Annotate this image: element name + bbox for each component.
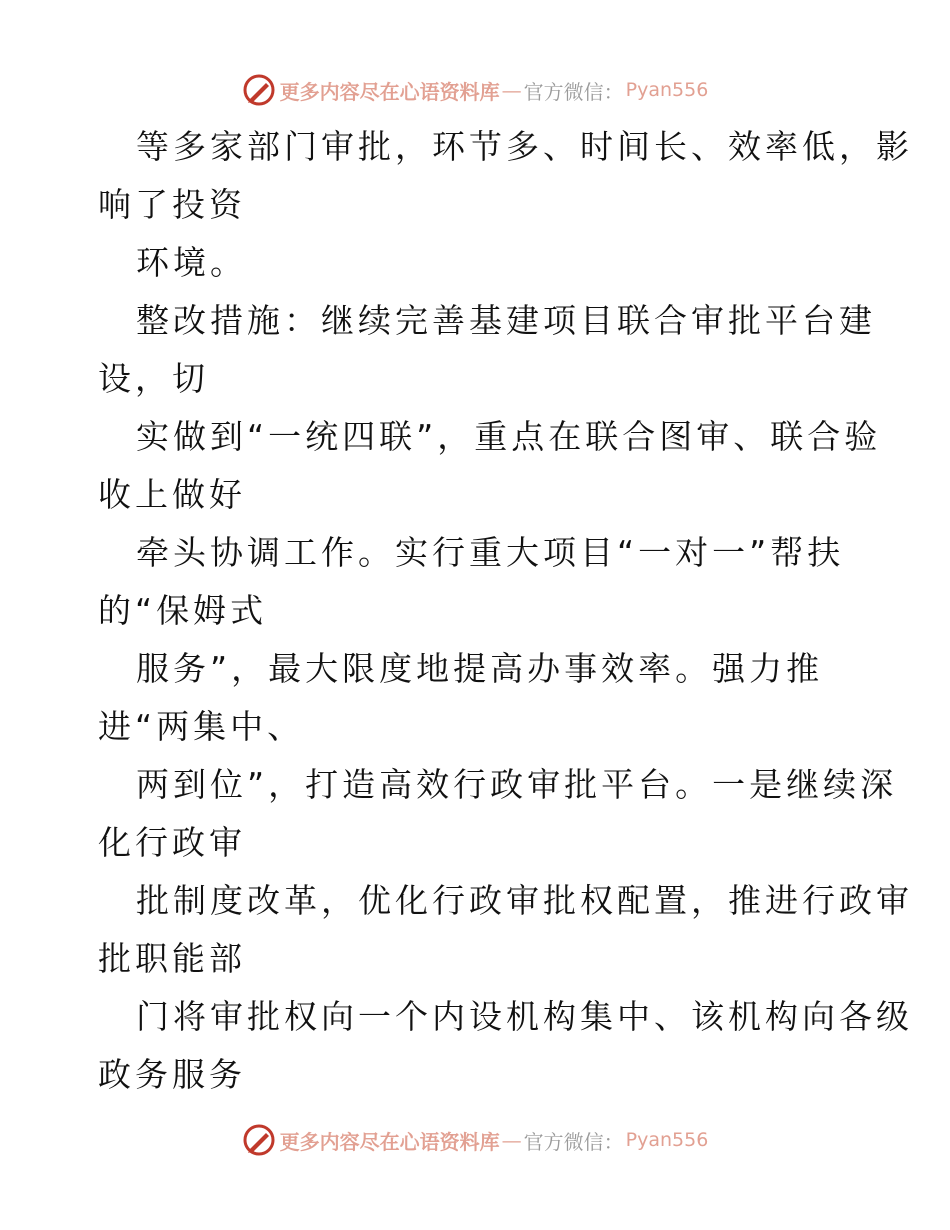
text-line: 整改措施：继续完善基建项目联合审批平台建 [136,301,876,340]
watermark-dash: — [501,78,522,102]
text-line: 化行政审 [98,823,246,862]
text-line: 进“两集中、 [98,707,305,746]
pen-logo-icon [242,1123,276,1157]
text-line: 实做到“一统四联”，重点在联合图审、联合验 [136,417,882,456]
text-line: 的“保姆式 [98,591,268,630]
document-body [98,118,913,1104]
text-line: 批职能部 [98,939,246,978]
watermark-wechat-label: 官方微信： [523,1129,624,1154]
pen-logo-icon [242,73,276,107]
page-header-watermark [0,70,950,110]
watermark-dash: — [501,1128,522,1152]
text-line: 响了投资 [98,185,246,224]
text-line: 政务服务 [98,1055,246,1094]
text-line: 设，切 [98,359,209,398]
watermark-text: 更多内容尽在心语资料库 [279,79,500,104]
text-line: 服务”，最大限度地提高办事效率。强力推 [136,649,824,688]
text-line: 门将审批权向一个内设机构集中、该机构向各级 [136,997,913,1036]
watermark-wechat-id: Pyan556 [625,1129,709,1151]
text-line: 批制度改革，优化行政审批权配置，推进行政审 [136,881,913,920]
text-line: 环境。 [136,243,247,282]
text-line: 收上做好 [98,475,246,514]
text-line: 牵头协调工作。实行重大项目“一对一”帮扶 [136,533,845,572]
watermark-text: 更多内容尽在心语资料库 [279,1129,500,1154]
text-line: 两到位”，打造高效行政审批平台。一是继续深 [136,765,898,804]
watermark-wechat-label: 官方微信： [523,79,624,104]
text-line: 等多家部门审批，环节多、时间长、效率低，影 [136,127,913,166]
page-footer-watermark [0,1120,950,1160]
watermark-wechat-id: Pyan556 [625,79,709,101]
